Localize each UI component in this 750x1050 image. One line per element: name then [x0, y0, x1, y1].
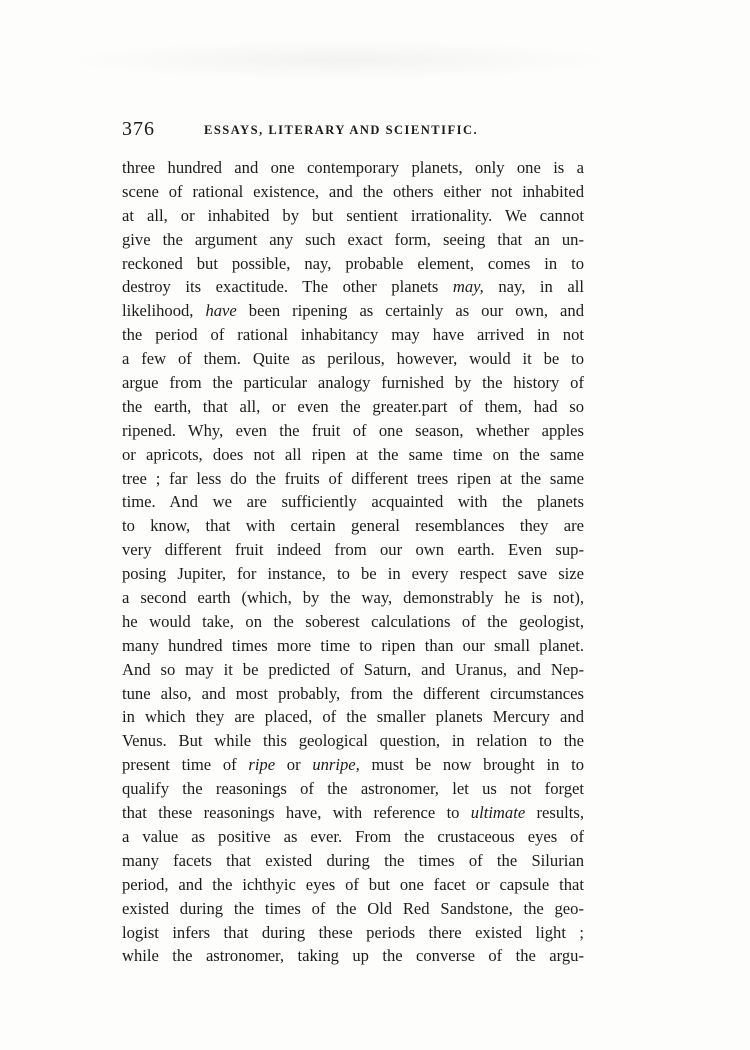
text-line: [122, 490, 584, 514]
running-head: ESSAYS, LITERARY AND SCIENTIFIC.: [204, 123, 479, 137]
text-line: [122, 371, 584, 395]
italic-text: unripe,: [312, 755, 360, 775]
text-line: [122, 252, 584, 276]
page-number: 376: [122, 118, 155, 140]
text-run: been ripening as certainly as our own, and: [236, 301, 584, 321]
text-line: [122, 228, 584, 252]
text-line: [122, 156, 584, 180]
text-run: a few of them. Quite as perilous, however, would it be to: [122, 349, 584, 369]
text-line: [122, 204, 584, 228]
text-run: destroy its exactitude. The other planets: [122, 277, 453, 297]
text-run: ripened. Why, even the fruit of one season, whether apples: [122, 420, 584, 440]
text-line: [122, 634, 584, 658]
text-line: [122, 419, 584, 443]
text-run: logist infers that during these periods there existed light ;: [122, 922, 584, 942]
text-line: [122, 849, 584, 873]
text-run: very different fruit indeed from our own earth. Even sup-: [122, 540, 584, 560]
text-run: while the astronomer, taking up the converse of the argu-: [122, 946, 584, 966]
text-line: [122, 467, 584, 491]
text-line: [122, 275, 584, 299]
text-line: [122, 395, 584, 419]
text-run: And so may it be predicted of Saturn, and Uranus, and Nep-: [122, 659, 584, 679]
text-run: argue from the particular analogy furnished by the history of: [122, 373, 584, 393]
text-line: [122, 729, 584, 753]
text-line: [122, 299, 584, 323]
text-run: that these reasonings have, with reference to: [122, 803, 471, 823]
italic-text: have: [205, 301, 237, 321]
italic-text: ripe: [248, 755, 276, 775]
text-line: [122, 801, 584, 825]
text-run: the earth, that all, or even the greater.part of them, had so: [122, 396, 584, 416]
text-line: [122, 347, 584, 371]
text-line: [122, 443, 584, 467]
text-run: at all, or inhabited by but sentient irrationality. We cannot: [122, 205, 584, 225]
text-run: results,: [525, 803, 584, 823]
italic-text: may,: [452, 277, 484, 297]
text-line: [122, 682, 584, 706]
text-run: nay, in all: [483, 277, 584, 297]
text-line: [122, 921, 584, 945]
text-run: period, and the ichthyic eyes of but one facet or capsule that: [122, 874, 584, 894]
text-run: present time of: [122, 755, 249, 775]
text-run: scene of rational existence, and the others either not inhabited: [122, 181, 584, 201]
text-run: reckoned but possible, nay, probable element, comes in to: [122, 253, 584, 273]
text-run: qualify the reasonings of the astronomer, let us not forget: [122, 779, 584, 799]
text-run: he would take, on the soberest calculations of the geologist,: [122, 611, 584, 631]
text-line: [122, 562, 584, 586]
text-line: [122, 610, 584, 634]
text-run: tune also, and most probably, from the different circumstances: [122, 683, 584, 703]
text-line: [122, 944, 584, 968]
page-smudge: [60, 40, 620, 80]
text-run: tree ; far less do the fruits of different trees ripen at the same: [122, 468, 584, 488]
italic-text: ultimate: [470, 803, 526, 823]
text-line: [122, 586, 584, 610]
text-line: [122, 514, 584, 538]
text-run: must be now brought in to: [359, 755, 584, 775]
text-line: [122, 180, 584, 204]
text-run: give the argument any such exact form, seeing that an un-: [122, 229, 584, 249]
text-run: existed during the times of the Old Red Sandstone, the geo-: [122, 898, 584, 918]
text-line: [122, 753, 584, 777]
text-line: [122, 825, 584, 849]
text-run: or: [275, 755, 313, 775]
text-line: [122, 777, 584, 801]
text-run: likelihood,: [122, 301, 206, 321]
text-run: or apricots, does not all ripen at the same time on the same: [122, 444, 584, 464]
text-line: [122, 323, 584, 347]
text-run: many facets that existed during the times of the Silurian: [122, 850, 584, 870]
text-run: to know, that with certain general resemblances they are: [122, 516, 584, 536]
text-run: three hundred and one contemporary planets, only one is a: [122, 158, 584, 177]
text-run: a second earth (which, by the way, demonstrably he is not),: [122, 588, 584, 608]
text-run: Venus. But while this geological question, in relation to the: [122, 731, 584, 751]
text-run: the period of rational inhabitancy may have arrived in not: [122, 325, 584, 345]
body-text: [122, 156, 584, 968]
text-line: [122, 658, 584, 682]
text-run: time. And we are sufficiently acquainted with the planets: [122, 492, 584, 512]
text-run: a value as positive as ever. From the crustaceous eyes of: [122, 826, 584, 846]
text-line: [122, 897, 584, 921]
text-line: [122, 705, 584, 729]
text-run: in which they are placed, of the smaller planets Mercury and: [122, 707, 584, 727]
text-run: posing Jupiter, for instance, to be in every respect save size: [122, 564, 584, 584]
text-run: many hundred times more time to ripen than our small planet.: [122, 635, 584, 655]
page-header: [122, 118, 632, 144]
text-line: [122, 873, 584, 897]
text-line: [122, 538, 584, 562]
